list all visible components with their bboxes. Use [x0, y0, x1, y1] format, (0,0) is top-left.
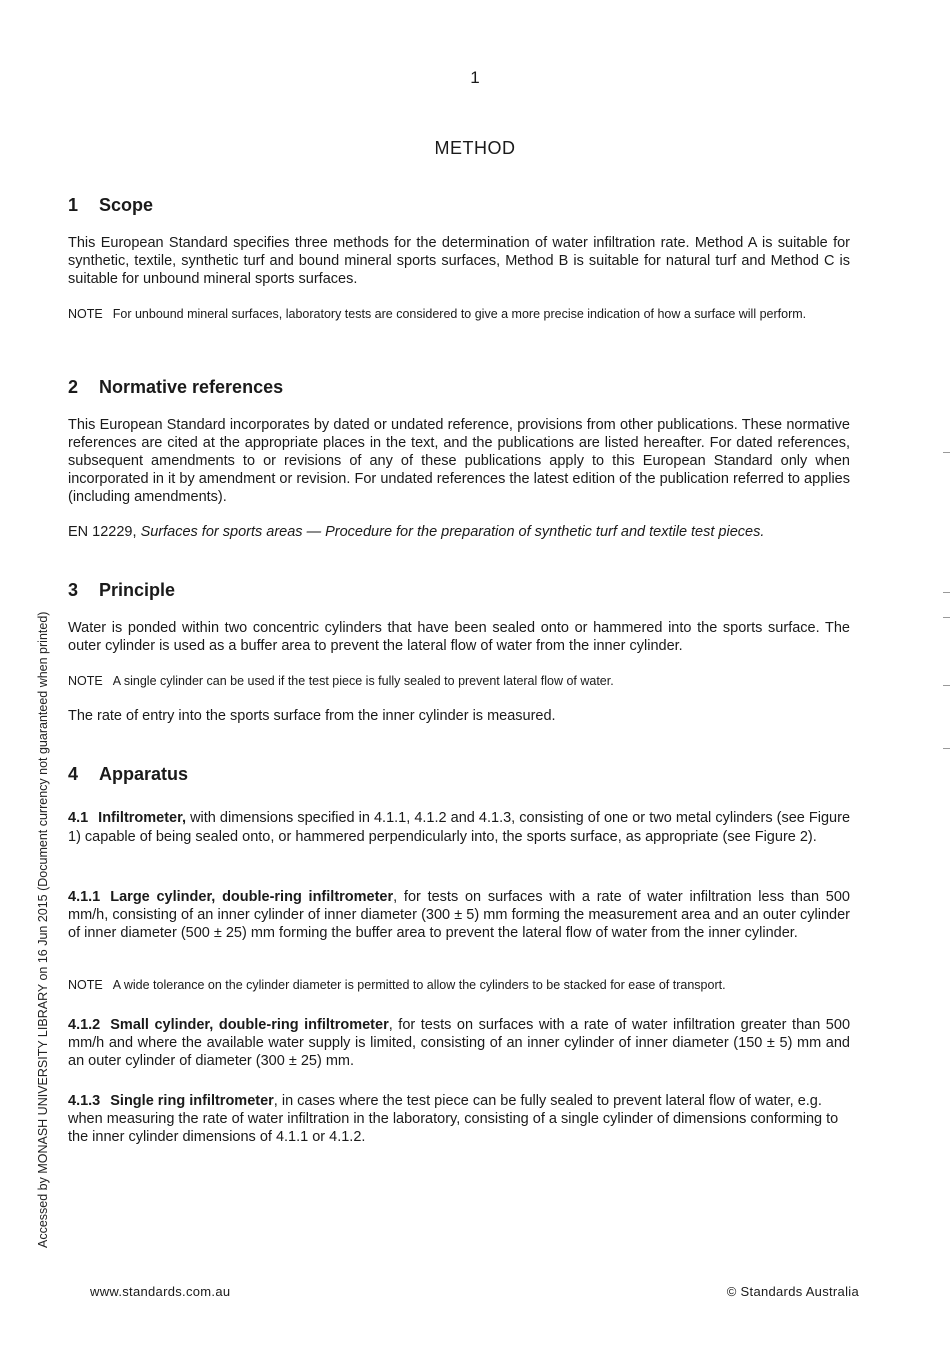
- document-title: METHOD: [434, 138, 516, 158]
- clause-4-1-1-number: 4.1.1: [68, 889, 101, 905]
- scope-note: [68, 306, 850, 322]
- apparatus-note-label: NOTE: [68, 978, 103, 992]
- principle-note-text: A single cylinder can be used if the test piece is fully sealed to prevent lateral flow of water.: [112, 674, 614, 688]
- normative-number: 2: [68, 377, 79, 397]
- apparatus-heading: [68, 764, 850, 785]
- clause-4-1-2-text: , for tests on surfaces with a rate of water infiltration greater than 500 mm/h and where the available water supply is limited, consisting of an inner cylinder of inner diameter (150 ± 5) mm and an outer cylinder of diameter (300 ± 25) mm.: [68, 1017, 851, 1069]
- apparatus-note: [68, 977, 850, 993]
- clause-4-1-1-text: , for tests on surfaces with a rate of water infiltration less than 500 mm/h, consisting of an inner cylinder of inner diameter (300 ± 5) mm forming the measurement area and an outer cylinder of inner diameter (500 ± 25) mm forming the buffer area to prevent the lateral flow of water from the inner cylinder.: [68, 889, 850, 941]
- footer-copyright: © Standards Australia: [726, 1284, 859, 1299]
- section-apparatus: [68, 764, 850, 785]
- apparatus-number: 4: [68, 764, 79, 784]
- clause-4-1-1-term: Large cylinder, double-ring infiltrometer: [110, 889, 394, 905]
- principle-heading: [68, 580, 850, 601]
- principle-number: 3: [68, 580, 79, 600]
- clause-4-1-3-number: 4.1.3: [68, 1093, 101, 1109]
- normative-title: Normative references: [99, 377, 284, 397]
- clause-4-1-text: with dimensions specified in 4.1.1, 4.1.2 and 4.1.3, consisting of one or two metal cylinders (see Figure 1) capable of being sealed onto, or hammered perpendicularly into, the sports surface, as appropriate (see Figure 2).: [68, 810, 851, 845]
- margin-tick: [943, 592, 950, 593]
- clause-4-1-term: Infiltrometer,: [98, 810, 186, 826]
- clause-4-1-number: 4.1: [68, 810, 89, 826]
- normative-heading: [68, 377, 850, 398]
- margin-tick: [943, 748, 950, 749]
- clause-4-1-3: [68, 1092, 850, 1146]
- page-number: 1: [470, 68, 480, 87]
- clause-4-1-2-number: 4.1.2: [68, 1017, 101, 1033]
- apparatus-title: Apparatus: [99, 764, 189, 784]
- section-principle: [68, 580, 850, 601]
- scope-body: This European Standard specifies three methods for the determination of water infiltration rate. Method A is suitable for synthetic, textile, synthetic turf and bound mineral sports surfaces, Method B is suitable for natural turf and Method C is suitable for unbound mineral sports surfaces.: [68, 235, 850, 287]
- principle-body: Water is ponded within two concentric cylinders that have been sealed onto or hammered into the sports surface. The outer cylinder is used as a buffer area to prevent the lateral flow of water from the inner cylinder.: [68, 620, 850, 654]
- margin-tick: [943, 617, 950, 618]
- principle-note: [68, 673, 850, 689]
- principle-body-2: The rate of entry into the sports surface from the inner cylinder is measured.: [68, 708, 556, 724]
- margin-tick: [943, 685, 950, 686]
- scope-note-text: For unbound mineral surfaces, laboratory tests are considered to give a more precise indication of how a surface will perform.: [112, 307, 807, 321]
- apparatus-note-text: A wide tolerance on the cylinder diameter is permitted to allow the cylinders to be stacked for ease of transport.: [112, 978, 726, 992]
- normative-body: This European Standard incorporates by dated or undated reference, provisions from other publications. These normative references are cited at the appropriate places in the text, and the publications are listed hereafter. For dated references, subsequent amendments to or revisions of any of these publications apply to this European Standard only when incorporated in it by amendment or revision. For undated references the latest edition of the publication referred to applies (including amendments).: [68, 417, 850, 505]
- clause-4-1-2-term: Small cylinder, double-ring infiltrometer: [110, 1017, 389, 1033]
- footer-website: www.standards.com.au: [90, 1284, 231, 1299]
- scope-number: 1: [68, 195, 79, 215]
- clause-4-1-1: [68, 888, 850, 942]
- clause-4-1-3-term: Single ring infiltrometer: [110, 1093, 274, 1109]
- clause-4-1-3-text: , in cases where the test piece can be fully sealed to prevent lateral flow of water, e.g. when measuring the rate of water infiltration in the laboratory, consisting of a single cylinder of dimensions conforming to the inner cylinder dimensions of 4.1.1 or 4.1.2.: [68, 1093, 839, 1145]
- access-watermark: Accessed by MONASH UNIVERSITY LIBRARY on 16 Jun 2015 (Document currency not guaranteed when printed): [36, 611, 50, 1248]
- scope-note-label: NOTE: [68, 307, 103, 321]
- scope-heading: [68, 195, 850, 216]
- section-normative-references: [68, 377, 850, 398]
- normative-reference-entry: [68, 523, 850, 541]
- section-scope: [68, 195, 850, 216]
- principle-title: Principle: [99, 580, 176, 600]
- reference-title: Surfaces for sports areas — Procedure for the preparation of synthetic turf and textile test pieces.: [140, 524, 765, 540]
- margin-tick: [943, 452, 950, 453]
- principle-note-label: NOTE: [68, 674, 103, 688]
- reference-code: EN 12229,: [68, 524, 137, 540]
- clause-4-1: [68, 809, 850, 847]
- clause-4-1-2: [68, 1016, 850, 1070]
- scope-title: Scope: [99, 195, 154, 215]
